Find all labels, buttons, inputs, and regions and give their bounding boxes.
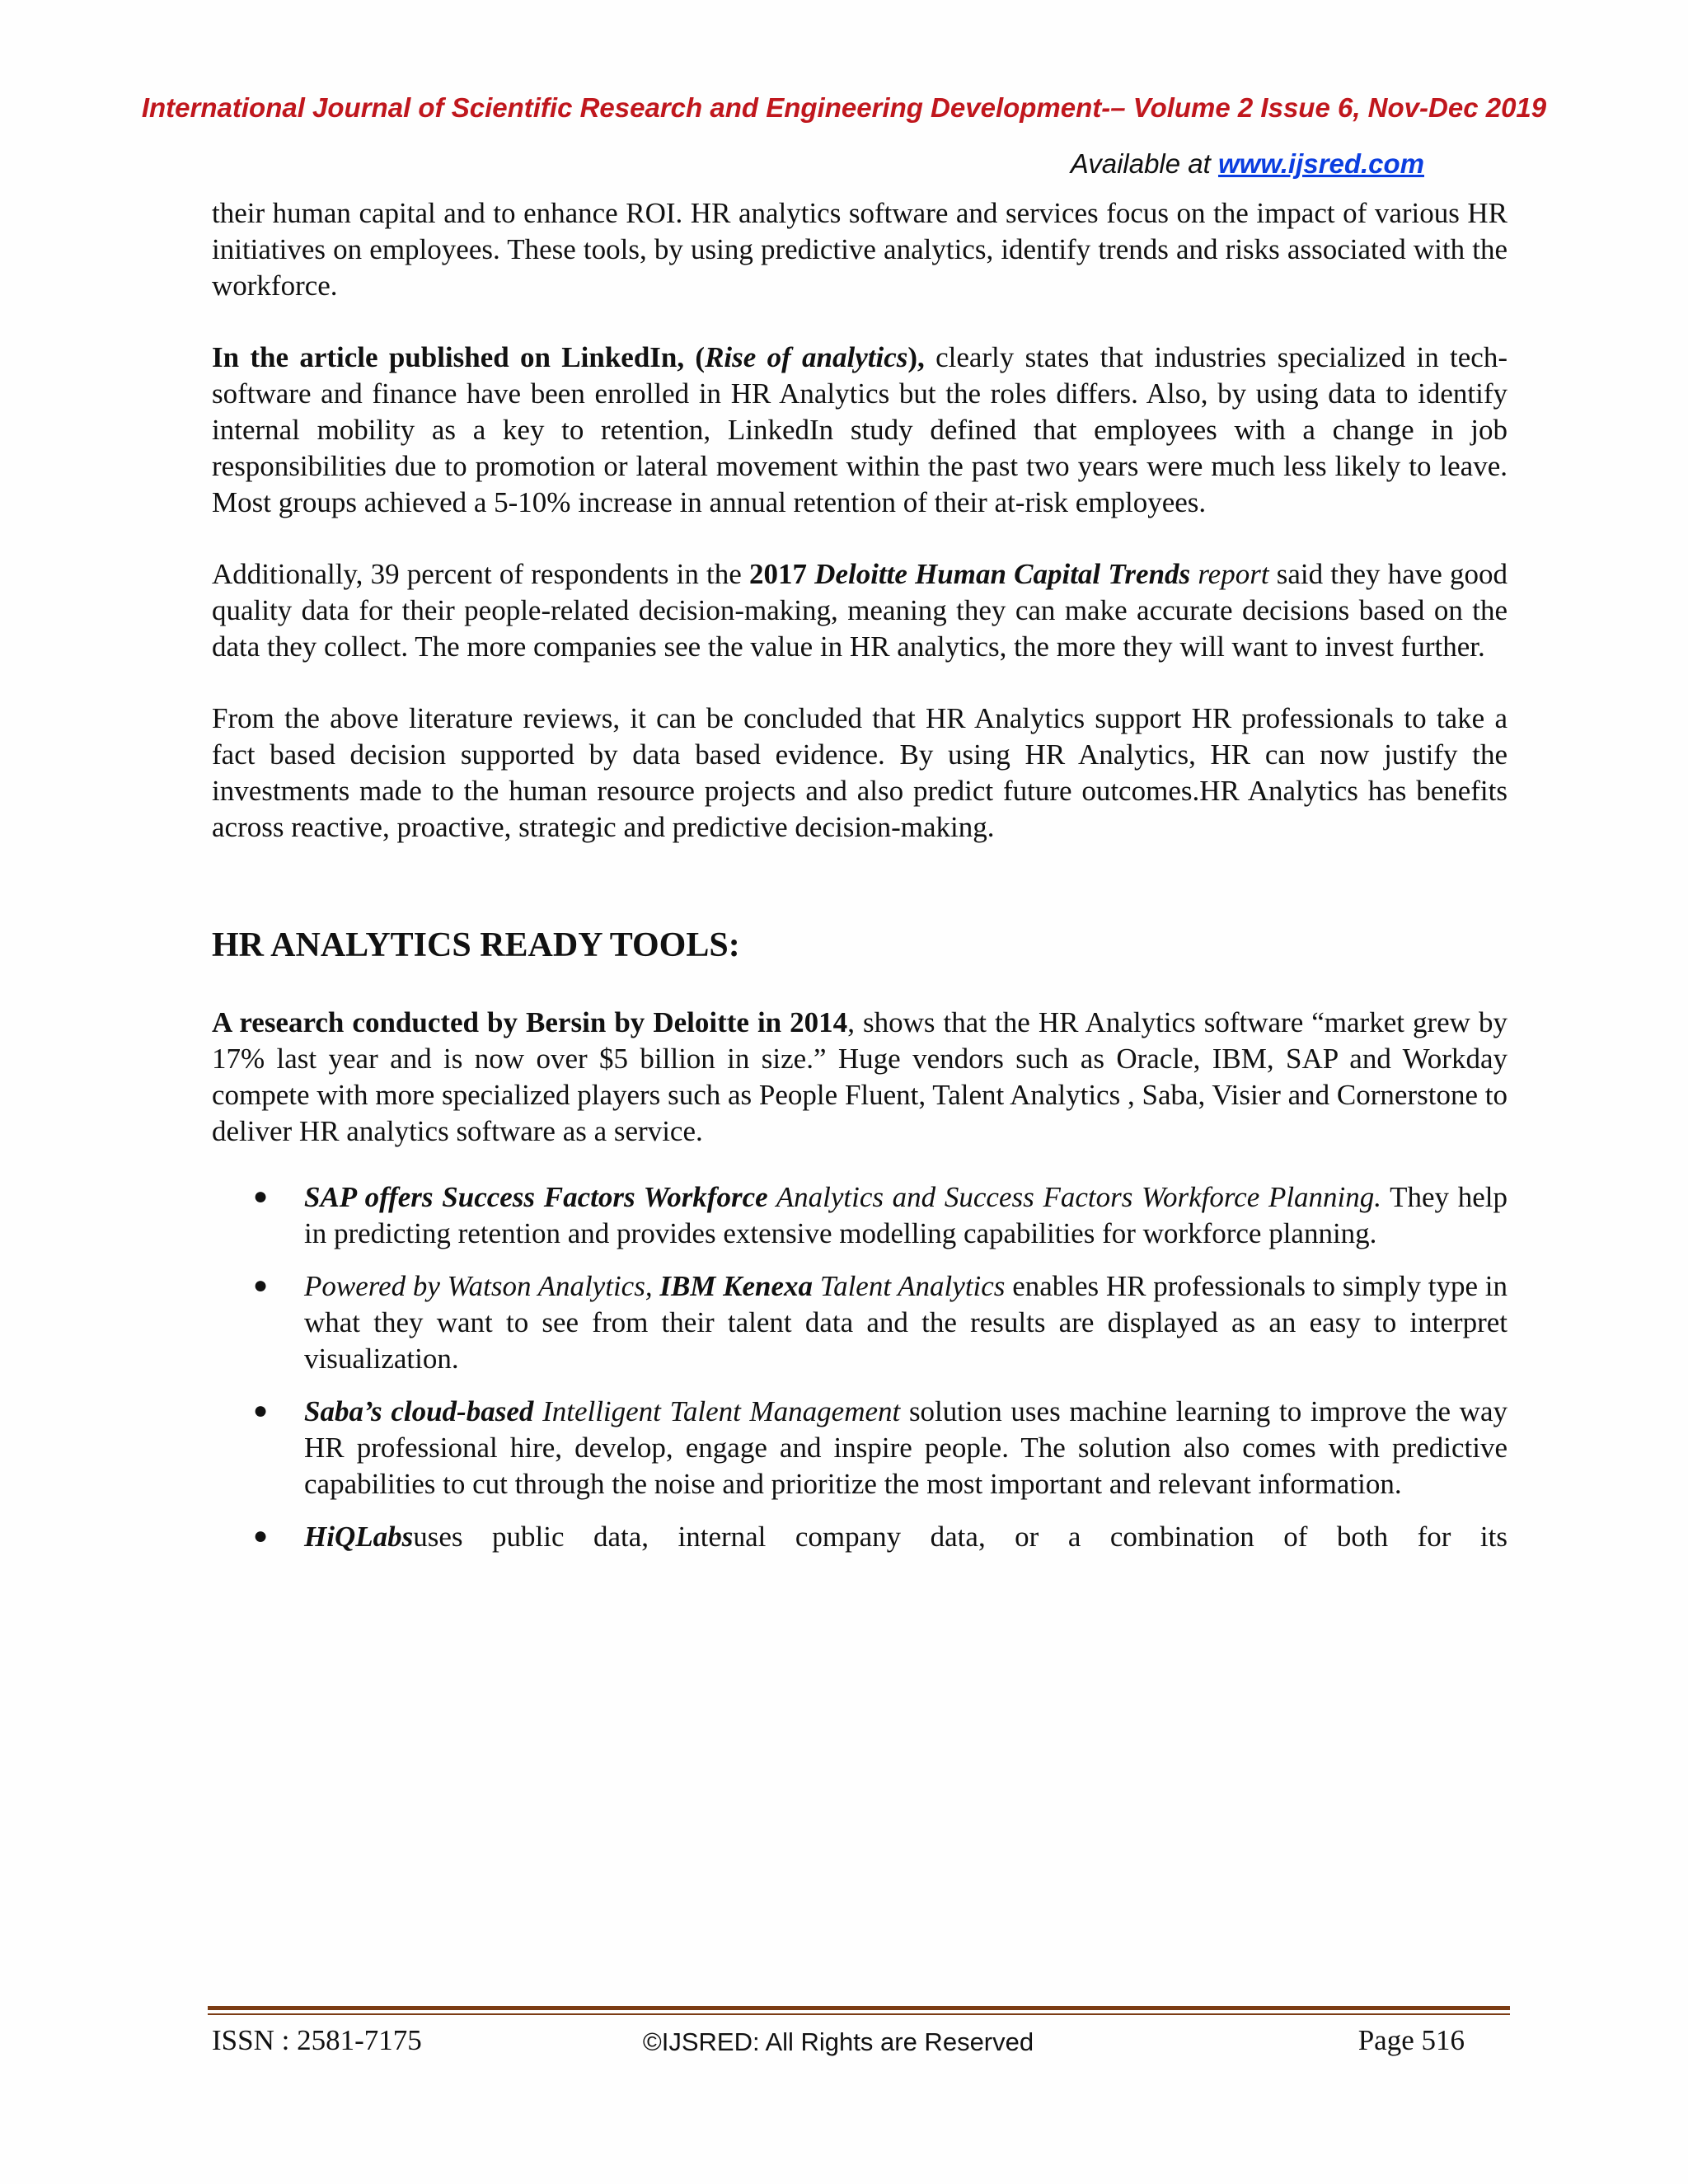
list-item-sap: ● SAP offers Success Factors Workforce Analytics and Success Factors Workforce Planning. They help in predicting retention and provides extensive modelling capabilities for workforce planning. [212,1179,1507,1252]
report-year: 2017 [748,558,807,590]
paragraph-conclusion: From the above literature reviews, it can be concluded that HR Analytics support HR professionals to take a fact based decision supported by data based evidence. By using HR Analytics, HR can now justify the investments made to the human resource projects and also predict future outcomes.HR Analytics has benefits across reactive, proactive, strategic and predictive decision-making. [212,702,1507,843]
article-body [212,195,1507,1572]
report-word: report [1190,558,1269,590]
ibm-name: IBM Kenexa [659,1270,814,1302]
tools-list [212,1179,1507,1555]
journal-url-link[interactable]: www.ijsred.com [1217,148,1424,179]
footer-divider-thin [208,2013,1510,2015]
linkedin-body: clearly states that industries specialized in tech-software and finance have been enrolled in HR Analytics but the roles differs. Also, by using data to identify internal mobility as a key to retention, LinkedIn study defined that employees with a change in job responsibilities due to promotion or lateral movement within the past two years were much less likely to leave. Most groups achieved a 5-10% increase in annual retention of their at-risk employees. [212,341,1507,518]
sap-name: SAP offers Success Factors Workforce [304,1181,768,1213]
list-item-hiqlabs: ● HiQLabsuses public data, internal company data, or a combination of both for its [212,1519,1507,1555]
linkedin-lead: In the article published on LinkedIn, (Rise of analytics), [212,341,925,373]
paragraph-bersin: A research conducted by Bersin by Deloitte in 2014, shows that the HR Analytics software “market grew by 17% last year and is now over $5 billion in size.” Huge vendors such as Oracle, IBM, SAP and Workday compete with more specialized players such as People Fluent, Talent Analytics , Saba, Visier and Cornerstone to deliver HR analytics software as a service. [212,1006,1507,1147]
available-at-label: Available at [1070,148,1218,179]
bullet-icon: ● [253,1272,269,1299]
availability-line [1071,148,1424,180]
paragraph-linkedin [212,340,1507,521]
page-number: Page 516 [1357,2024,1465,2056]
journal-header: International Journal of Scientific Research and Engineering Development-– Volume 2 Issue 6, Nov-Dec 2019 [141,92,1547,123]
rise-of-analytics-title: Rise of analytics [705,341,908,373]
hiqlabs-name: HiQLabs [304,1521,414,1553]
list-item-ibm: ● Powered by Watson Analytics, IBM Kenexa Talent Analytics enables HR professionals to simply type in what they want to see from their talent data and the results are displayed as an easy to interpret visualization. [212,1268,1507,1377]
paragraph-deloitte: Additionally, 39 percent of respondents in the 2017 Deloitte Human Capital Trends report said they have good quality data for their people-related decision-making, meaning they can make accurate decisions based on the data they collect. The more companies see the value in HR analytics, the more they will want to invest further. [212,558,1507,663]
report-name: Deloitte Human Capital Trends [806,558,1191,590]
copyright-label: ©IJSRED: All Rights are Reserved [642,2027,1034,2056]
paragraph-1: their human capital and to enhance ROI. HR analytics software and services focus on the impact of various HR initiatives on employees. These tools, by using predictive analytics, identify trends and risks associated with the workforce. [212,197,1507,302]
section-heading: HR ANALYTICS READY TOOLS: [212,926,740,964]
bullet-icon: ● [253,1522,269,1549]
bullet-icon: ● [253,1397,269,1424]
footer-divider-thick [208,2006,1510,2010]
bersin-lead: A research conducted by Bersin by Deloitte in 2014 [212,1006,848,1038]
list-item-saba: ● Saba’s cloud-based Intelligent Talent Management solution uses machine learning to improve the way HR professional hire, develop, engage and inspire people. The solution also comes with predictive capabilities to cut through the noise and prioritize the most important and relevant information. [212,1394,1507,1502]
bullet-icon: ● [253,1183,269,1210]
saba-name: Saba’s cloud-based [304,1395,534,1427]
issn-label: ISSN : 2581-7175 [212,2024,422,2056]
